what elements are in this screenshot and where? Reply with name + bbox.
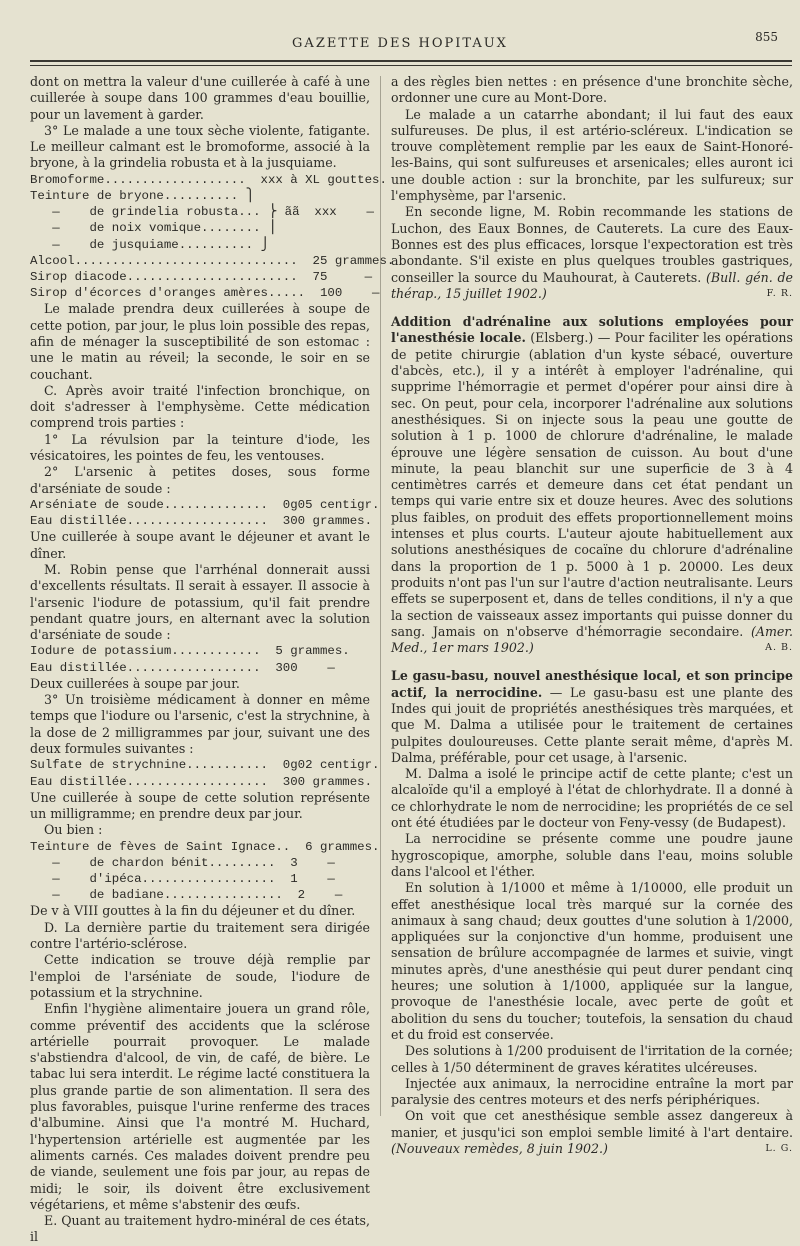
article-author: (Elsberg.)	[530, 330, 594, 346]
paragraph: Une cuillerée à soupe de cette solution représente un milligramme; en prendre deux par jour.	[30, 789, 370, 822]
column-divider	[380, 76, 381, 1116]
citation: (Bull. gén. de thérap., 15 juillet 1902.)	[391, 269, 793, 301]
paragraph: 3° Un troisième médicament à donner en même temps que l'iodure ou l'arsenic, c'est la strychnine, à la dose de 2 milligrammes par jour, suivant une des deux formules suivantes :	[30, 692, 370, 757]
author-signature: F. R.	[766, 287, 793, 299]
citation: (Amer. Med., 1er mars 1902.)	[391, 623, 793, 656]
running-title: GAZETTE DES HOPITAUX	[292, 36, 508, 51]
paragraph: D. La dernière partie du traitement sera dirigée contre l'artério-sclérose.	[30, 919, 370, 952]
paragraph: 3° Le malade a une toux sèche violente, fatigante. Le meilleur calmant est le bromoforme, associé à la bryone, à la grindelia robusta et à la jusquiame.	[30, 122, 370, 171]
paragraph: En solution à 1/1000 et même à 1/10000, elle produit un effet anesthésique local très marqué sur la cornée des animaux à sang chaud; deux gouttes d'une solution à 1/2000, appliquées sur la conjonctive d'un homme, produisent une sensation de brûlure accompagnée de larmes et suivie, vingt minutes après, d'une anesthésie qui peut durer pendant cinq heures; une solution à 1/1000, appliquée sur la langue, provoque de l'anesthésie locale, avec perte de goût et abolition du sens du toucher; toutefois, la sensation du chaud et du froid est conservée.	[391, 880, 793, 1042]
author-signature: A. B.	[765, 642, 793, 654]
article-adrenaline	[391, 314, 793, 656]
right-column	[391, 74, 793, 1157]
prescription-teintures: Teinture de fèves de Saint Ignace.. 6 grammes. — de chardon bénit......... 3 — — d'ipéca.................. 1 — — de badiane................ 2 —	[30, 839, 380, 903]
paragraph	[391, 1108, 793, 1157]
paragraph: Des solutions à 1/200 produisent de l'irritation de la cornée; celles à 1/50 déterminent de graves kératites ulcéreuses.	[391, 1043, 793, 1075]
left-column	[30, 74, 395, 1246]
paragraph: 1° La révulsion par la teinture d'iode, les vésicatoires, les pointes de feu, les ventouses.	[30, 431, 370, 464]
paragraph: C. Après avoir traité l'infection bronchique, on doit s'adresser à l'emphysème. Cette médication comprend trois parties :	[30, 382, 370, 431]
paragraph: Une cuillerée à soupe avant le déjeuner et avant le dîner.	[30, 529, 370, 561]
paragraph: Le malade prendra deux cuillerées à soupe de cette potion, par jour, le plus loin possible des repas, afin de ménager la susceptibilité de son estomac : une le matin au réveil; la seconde, le soir en se couchant.	[30, 301, 370, 382]
page-number: 855	[755, 30, 778, 44]
article-gasu-basu	[391, 668, 793, 766]
paragraph: 2° L'arsenic à petites doses, sous forme d'arséniate de soude :	[30, 464, 370, 496]
paragraph-text: On voit que cet anesthésique semble assez dangereux à manier, et jusqu'ici son emploi semble limité à l'art dentaire.	[391, 1108, 793, 1140]
article-body: — Le gasu-basu est une plante des Indes qui jouit de propriétés anesthésiques très marquées, et que M. Dalma a utilisée pour le traitement de certaines pulpites douloureuses. Cette plante serait même, d'après M. Dalma, préférable, pour cet usage, à l'arsenic.	[391, 684, 793, 765]
prescription-arseniate: Arséniate de soude.............. 0g05 centigr. Eau distillée................... 300 grammes.	[30, 497, 380, 529]
paragraph: Injectée aux animaux, la nerrocidine entraîne la mort par paralysie des centres moteurs et des nerfs périphériques.	[391, 1075, 793, 1108]
paragraph: E. Quant au traitement hydro-minéral de ces états, il	[30, 1213, 370, 1245]
author-signature: L. G.	[765, 1143, 793, 1154]
paragraph-text: En seconde ligne, M. Robin recommande les stations de Luchon, des Eaux Bonnes, de Cauterets. La cure des Eaux-Bonnes est des plus efficaces, lorsque l'expectoration est très abondante. S'il existe en plus quelques troubles gastriques, conseiller la source du Mauhourat, à Cauterets.	[391, 204, 793, 285]
header-rule-thin	[30, 65, 792, 66]
paragraph: dont on mettra la valeur d'une cuillerée à café à une cuillerée à soupe dans 100 grammes d'eau bouillie, pour un lavement à garder.	[30, 74, 370, 122]
paragraph: Cette indication se trouve déjà remplie par l'emploi de l'arséniate de soude, l'iodure de potassium et la strychnine.	[30, 952, 370, 1000]
paragraph: Le malade a un catarrhe abondant; il lui faut des eaux sulfureuses. De plus, il est artério-scléreux. L'indication se trouve complètement remplie par les eaux de Saint-Honoré-les-Bains, qui sont sulfureuses et arsenicales; elles auront ici une double action : sur la bronchite, par les sulfureux; sur l'emphysème, par l'arsenic.	[391, 106, 793, 204]
prescription-bromoforme: Bromoforme................... xxx à XL gouttes. Teinture de bryone.......... ⎫ — de grindelia robusta... ⎬ ãã xxx — — de noix vomique........ ⎪ — de jusquiame.......... ⎭ Alcool.............................. 25 grammes. Sirop diacode....................... 75 — Sirop d'écorces d'oranges amères..... 100 —	[30, 172, 395, 301]
header-rule-thick	[30, 60, 792, 62]
paragraph: De v à VIII gouttes à la fin du déjeuner et du dîner.	[30, 903, 356, 919]
article-body: — Pour faciliter les opérations de petite chirurgie (ablation d'un kyste sébacé, ouverture d'abcès, etc.), il y a intérêt à employer l'adrénaline, qui supprime l'hémorragie et permet d'opérer pour ainsi dire à sec. On peut, pour cela, incorporer l'adrénaline aux solutions anesthésiques. Si on injecte sous la peau une goutte de solution à 1 p. 1000 de chlorure d'adrénaline, le malade éprouve une légère sensation de cuisson. Au bout d'une minute, la peau blanchit sur une superficie de 3 à 4 centimètres carrés et demeure dans cet état pendant un temps qui varie entre six et douze heures. Avec des solutions plus faibles, on produit des effets proportionnellement moins intenses et plus courts. L'auteur ajoute habituellement aux solutions anesthésiques de cocaïne du chlorure d'adrénaline dans la proportion de 1 p. 5000 à 1 p. 20000. Les deux produits n'ont pas l'un sur l'autre d'action neutralisante. Leurs effets se superposent et, dans de telles conditions, il n'y a que la section de vaisseaux assez importants qui puisse donner du sang. Jamais on n'observe d'hémorragie secondaire.	[391, 330, 793, 639]
article-title: Le gasu-basu, nouvel anesthésique local, et son principe actif, la nerrocidine.	[391, 668, 793, 700]
paragraph: La nerrocidine se présente comme une poudre jaune hygroscopique, amorphe, soluble dans l'eau, moins soluble dans l'alcool et l'éther.	[391, 831, 793, 879]
prescription-iodure: Iodure de potassium............ 5 grammes. Eau distillée.................. 300 —	[30, 644, 350, 675]
paragraph: Enfin l'hygiène alimentaire jouera un grand rôle, comme préventif des accidents que la sclérose artérielle pourrait provoquer. Le malade s'abstiendra d'alcool, de vin, de café, de bière. Le tabac lui sera interdit. Le régime lacté constituera la plus grande partie de son alimentation. Il sera des plus favorables, puisque l'urine renferme des traces d'albumine. Ainsi que l'a montré M. Huchard, l'hypertension artérielle est augmentée par les aliments carnés. Ces malades doivent prendre peu de viande, seulement une fois par jour, au repas de midi; le soir, ils doivent être exclusivement végétariens, et même s'abstenir des œufs.	[30, 1001, 370, 1212]
paragraph: a des règles bien nettes : en présence d'une bronchite sèche, ordonner une cure au Mont-Dore.	[391, 74, 793, 106]
article-title: Addition d'adrénaline aux solutions employées pour l'anesthésie locale.	[391, 314, 793, 346]
citation: (Nouveaux remèdes, 8 juin 1902.)	[391, 1141, 608, 1156]
paragraph	[391, 204, 793, 302]
paragraph: Deux cuillerées à soupe par jour.	[30, 675, 240, 691]
paragraph: Ou bien :	[44, 822, 103, 838]
paragraph: M. Robin pense que l'arrhénal donnerait aussi d'excellents résultats. Il serait à essayer. Il associe à l'arsenic l'iodure de potassium, qu'il fait prendre pendant quatre jours, en alternant avec la solution d'arséniate de soude :	[30, 561, 370, 643]
paragraph: M. Dalma a isolé le principe actif de cette plante; c'est un alcaloïde qu'il a employé à l'état de chlorhydrate. Il a donné à ce chlorhydrate le nom de nerrocidine; les propriétés de ce sel ont été étudiées par le docteur von Feny-vessy (de Budapest).	[391, 766, 793, 831]
prescription-strychnine: Sulfate de strychnine........... 0g02 centigr. Eau distillée................... 300 grammes.	[30, 758, 380, 789]
